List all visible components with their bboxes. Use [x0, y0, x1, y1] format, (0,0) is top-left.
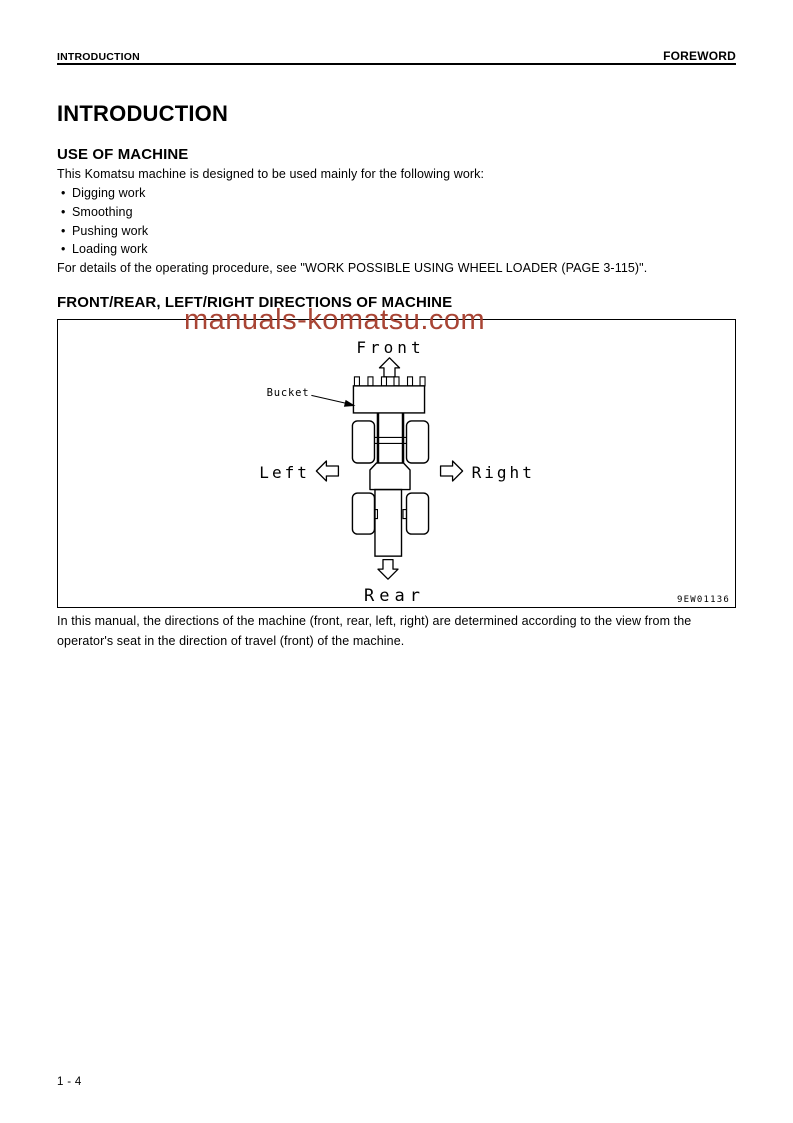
bullet-item: • Loading work [57, 240, 148, 259]
front-left-tire [352, 421, 374, 463]
section-heading-directions: FRONT/REAR, LEFT/RIGHT DIRECTIONS OF MACHINE [57, 294, 453, 311]
header-section-label: INTRODUCTION [57, 51, 140, 63]
page-title: INTRODUCTION [57, 101, 229, 126]
machine-diagram [58, 320, 735, 607]
front-up-arrow-icon [379, 358, 399, 377]
page-number: 1 - 4 [57, 1076, 82, 1088]
figure-code: 9EW01136 [677, 595, 730, 606]
details-paragraph: For details of the operating procedure, see "WORK POSSIBLE USING WHEEL LOADER (PAGE 3-115)". [57, 261, 648, 275]
work-bullet-list [57, 184, 148, 259]
rear-right-tire [407, 493, 429, 534]
rear-body-shape [375, 490, 402, 557]
bucket-teeth [354, 377, 425, 386]
rear-right-axle-stub [403, 510, 406, 519]
bullet-item: • Digging work [57, 184, 148, 203]
rear-left-tire [352, 493, 374, 534]
front-label: Front [356, 337, 425, 357]
bullet-item: • Smoothing [57, 203, 148, 222]
left-arrow-icon [316, 461, 338, 481]
page-header [57, 42, 736, 65]
bucket-label: Bucket [266, 386, 310, 399]
bucket-leader-arrow-icon [311, 395, 355, 406]
header-chapter-label: FOREWORD [663, 49, 736, 63]
front-right-tire [407, 421, 429, 463]
rear-down-arrow-icon [378, 560, 398, 580]
section-heading-use-of-machine: USE OF MACHINE [57, 146, 189, 163]
left-label: Left [259, 463, 310, 483]
figure-box [57, 319, 736, 608]
watermark: manuals-komatsu.com [184, 304, 486, 336]
intro-paragraph: This Komatsu machine is designed to be used mainly for the following work: [57, 167, 485, 181]
caption-paragraph: In this manual, the directions of the machine (front, rear, left, right) are determined according to the view from the operator's seat in the direction of travel (front) of the machine. [57, 614, 692, 648]
rear-label: Rear [363, 586, 426, 607]
bullet-item: • Pushing work [57, 222, 148, 241]
bucket-shape [353, 386, 424, 413]
mid-body-shape [370, 463, 410, 490]
right-arrow-icon [441, 461, 463, 481]
right-label: Right [471, 463, 535, 483]
